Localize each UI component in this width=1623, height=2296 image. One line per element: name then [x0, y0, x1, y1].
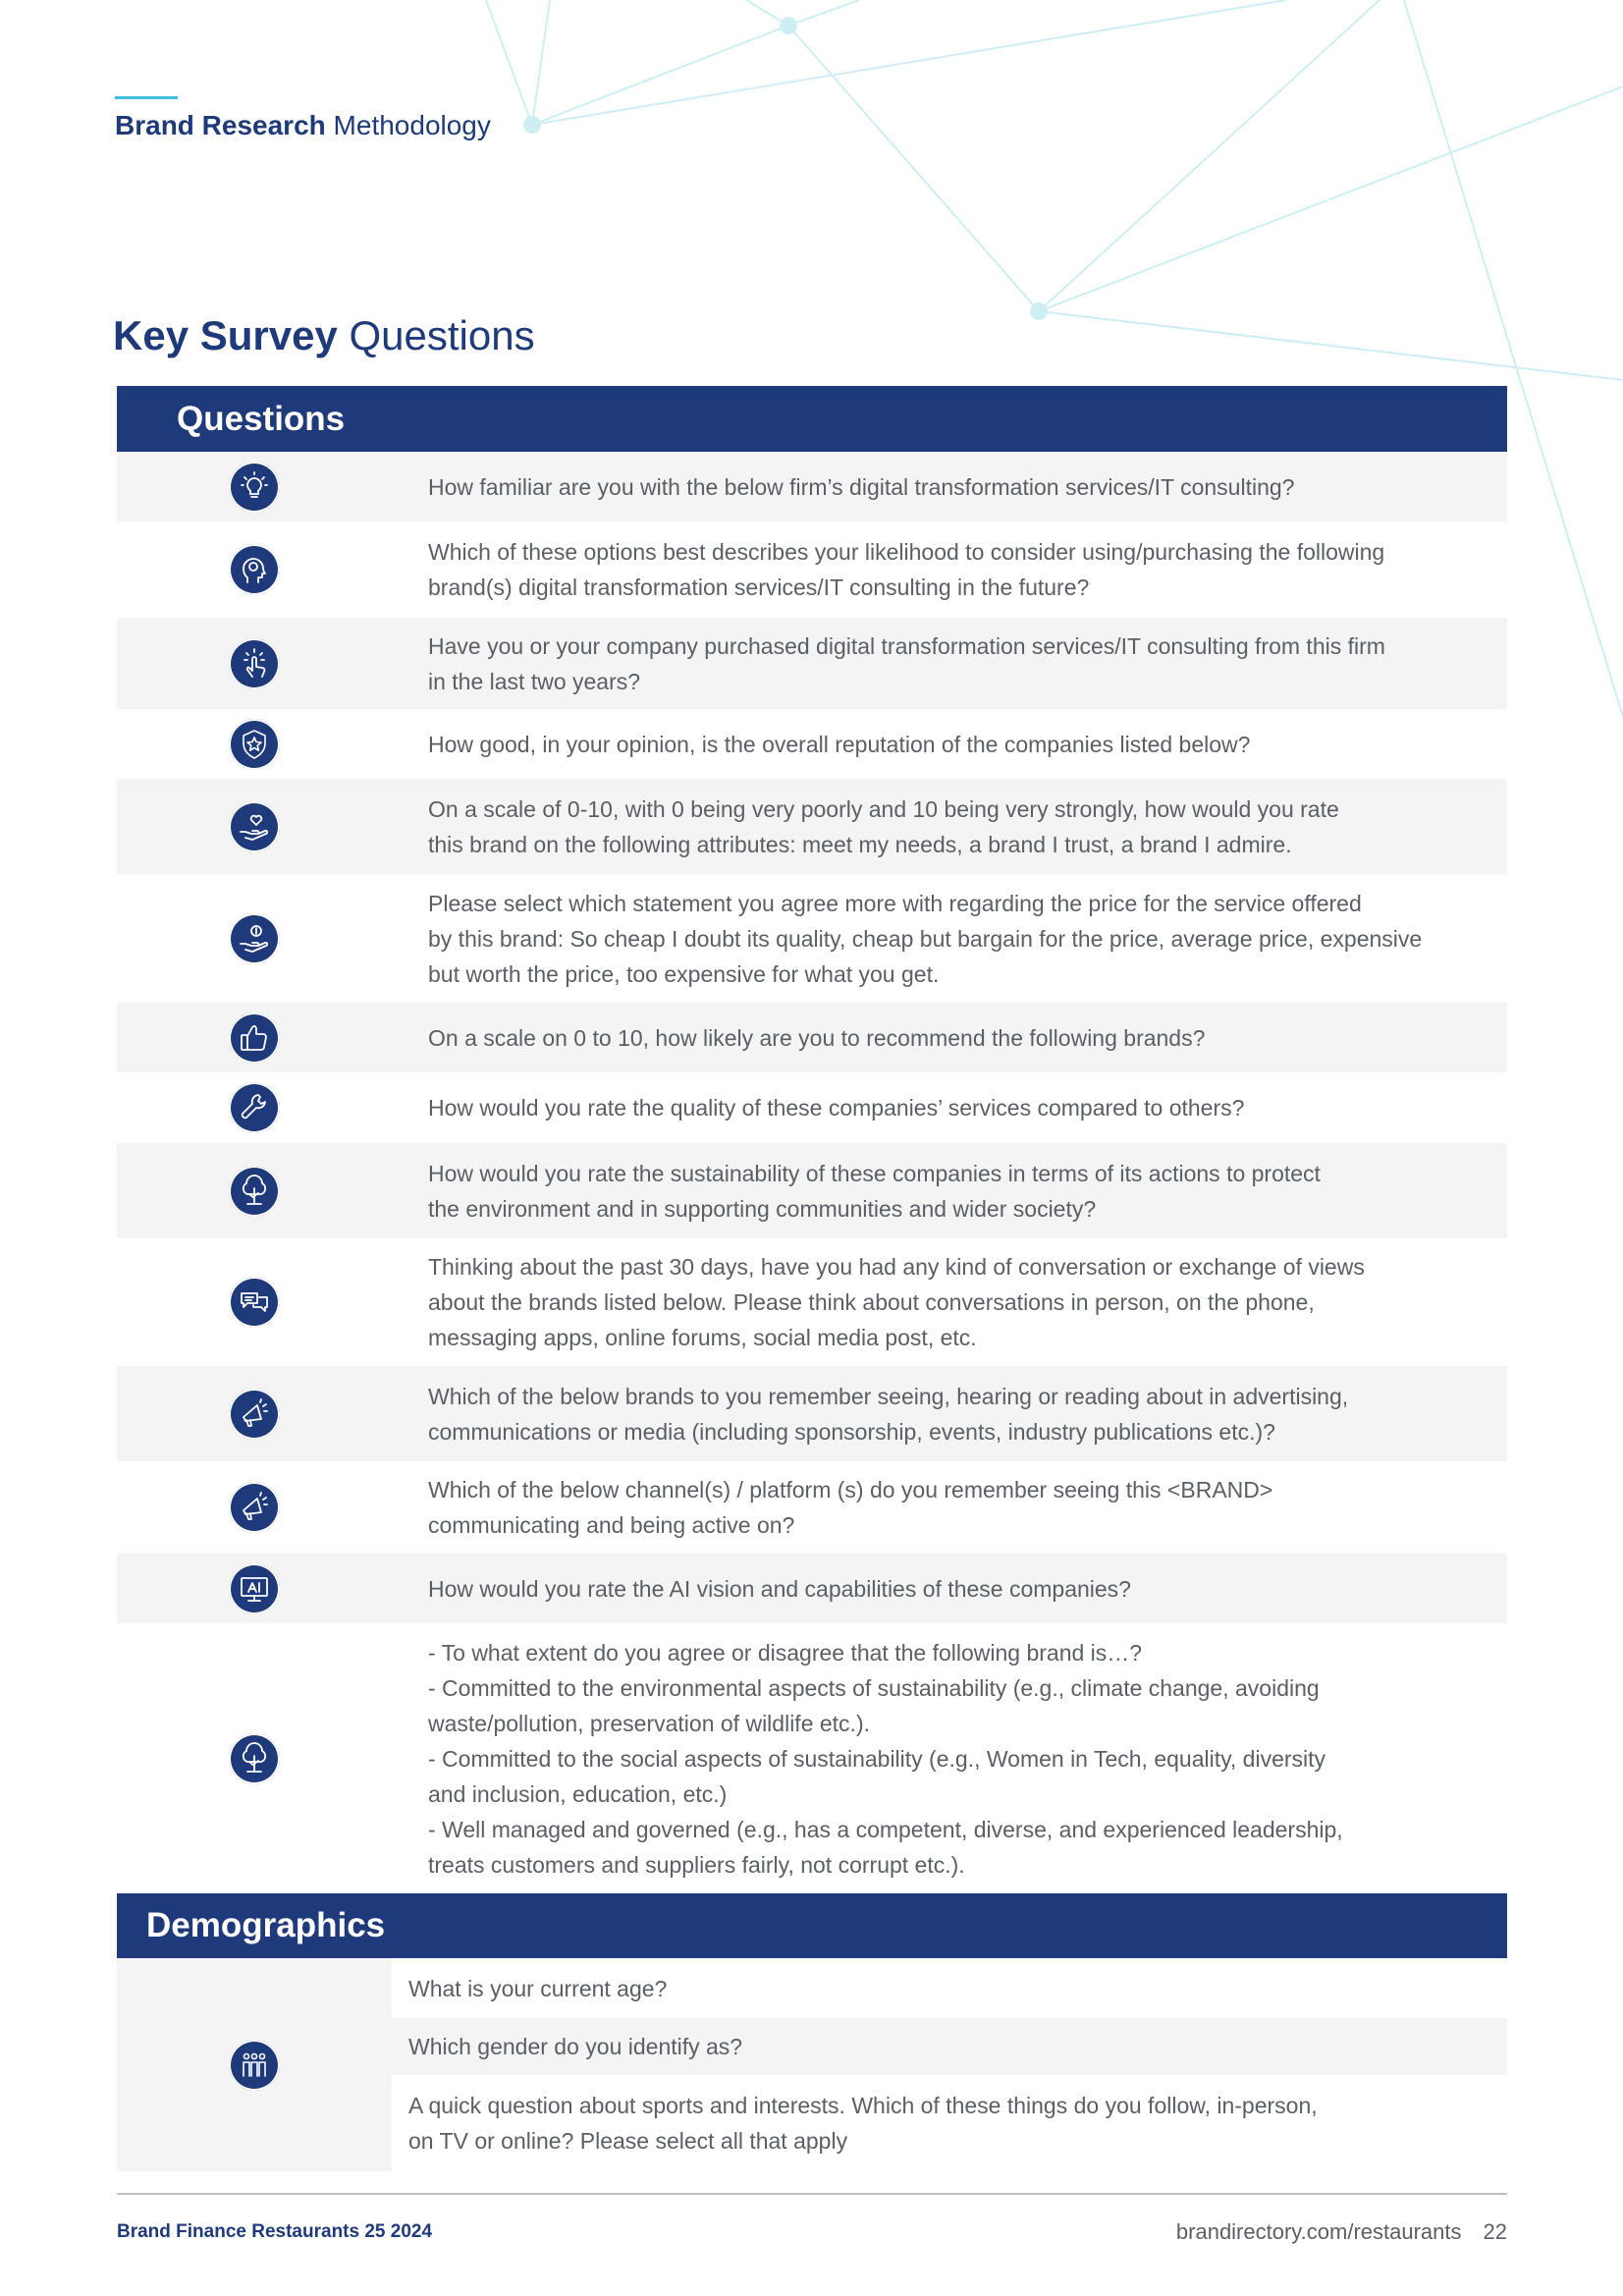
tree-icon — [229, 1166, 280, 1217]
table-row — [117, 1003, 1507, 1072]
lightbulb-icon — [229, 462, 280, 513]
question-text: Which of the below brands to you remember seeing, hearing or reading about in advertising, communications or media (including sponsorship, events, industry publications etc.)? — [428, 1383, 1349, 1445]
demographics-section — [117, 1958, 1507, 2171]
table-row — [117, 1143, 1507, 1238]
question-text: Which of the below channel(s) / platform (s) do you remember seeing this <BRAND> communicating and being active on? — [428, 1477, 1273, 1538]
people-group-icon — [229, 2040, 280, 2091]
question-text: How would you rate the sustainability of these companies in terms of its actions to protect the environment and in supporting communities and wider society? — [428, 1160, 1321, 1222]
footer-url: brandirectory.com/restaurants — [1175, 2219, 1462, 2244]
list-item: What is your current age? — [408, 1975, 668, 2001]
hand-coin-icon — [229, 913, 280, 964]
question-text: How would you rate the AI vision and capabilities of these companies? — [428, 1575, 1131, 1602]
footer-publication: Brand Finance Restaurants 25 2024 — [117, 2221, 433, 2242]
table-row — [117, 709, 1507, 779]
table-row — [117, 521, 1507, 618]
head-thinking-icon — [229, 544, 280, 595]
questions-heading: Questions — [117, 386, 1507, 452]
header-accent-bar — [115, 96, 178, 99]
thumbs-up-icon — [229, 1012, 280, 1064]
header-title: Brand Research Methodology — [115, 110, 491, 140]
table-row — [117, 1623, 1507, 1893]
question-text: How familiar are you with the below firm’s digital transformation services/IT consulting? — [428, 473, 1295, 500]
question-text: Please select which statement you agree more with regarding the price for the service offered by this brand: So cheap I doubt its quality, cheap but bargain for the price, average price, expensive but worth the price, too expensive for what you get. — [428, 890, 1423, 987]
table-row — [117, 1461, 1507, 1554]
chat-bubbles-icon — [229, 1277, 280, 1328]
table-row — [117, 874, 1507, 1003]
megaphone-icon — [229, 1482, 280, 1533]
footer-right — [1176, 2219, 1507, 2245]
table-row — [117, 1366, 1507, 1461]
question-text: On a scale on 0 to 10, how likely are you to recommend the following brands? — [428, 1024, 1206, 1051]
table-row — [117, 1238, 1507, 1366]
question-text: How good, in your opinion, is the overall reputation of the companies listed below? — [428, 731, 1251, 757]
list-item: A quick question about sports and interests. Which of these things do you follow, in-person, on TV or online? Please select all that apply — [408, 2093, 1318, 2154]
tree-icon — [229, 1733, 280, 1784]
question-text: Have you or your company purchased digital transformation services/IT consulting from this firm in the last two years? — [428, 632, 1385, 694]
question-text: Which of these options best describes your likelihood to consider using/purchasing the following brand(s) digital transformation services/IT consulting in the future? — [428, 539, 1385, 600]
survey-questions-table — [117, 386, 1507, 2171]
table-row — [117, 1072, 1507, 1143]
hand-heart-icon — [229, 801, 280, 852]
page-title: Key Survey Questions — [113, 312, 535, 358]
wrench-icon — [229, 1082, 280, 1133]
table-row — [117, 618, 1507, 709]
question-text: On a scale of 0-10, with 0 being very poorly and 10 being very strongly, how would you rate this brand on the following attributes: meet my needs, a brand I trust, a brand I admire. — [428, 795, 1339, 857]
question-text: How would you rate the quality of these companies’ services compared to others? — [428, 1095, 1245, 1121]
megaphone-icon — [229, 1389, 280, 1440]
monitor-ai-icon — [229, 1563, 280, 1614]
hand-click-icon — [229, 638, 280, 689]
star-badge-icon — [229, 719, 280, 770]
demographics-heading: Demographics — [117, 1893, 1507, 1958]
footer-divider — [117, 2193, 1507, 2195]
table-row — [117, 452, 1507, 521]
list-item: Which gender do you identify as? — [392, 2018, 1507, 2075]
table-row — [117, 779, 1507, 874]
page-number: 22 — [1483, 2219, 1507, 2244]
question-text: - To what extent do you agree or disagree that the following brand is…? - Committed to the environmental aspects of sustainability (e.g., climate change, avoiding waste/pollution, preservation of wildlife etc.). - Committed to the social aspects of sustainability (e.g., Women in Tech, equality, diversity and inclusion, education, etc.) - Well managed and governed (e.g., has a competent, diverse, and experienced leadership, treats customers and suppliers fairly, not corrupt etc.). — [428, 1639, 1343, 1878]
table-row — [117, 1554, 1507, 1623]
question-text: Thinking about the past 30 days, have you had any kind of conversation or exchange of views about the brands listed below. Please think about conversations in person, on the phone, messaging apps, online forums, social media post, etc. — [428, 1254, 1365, 1350]
